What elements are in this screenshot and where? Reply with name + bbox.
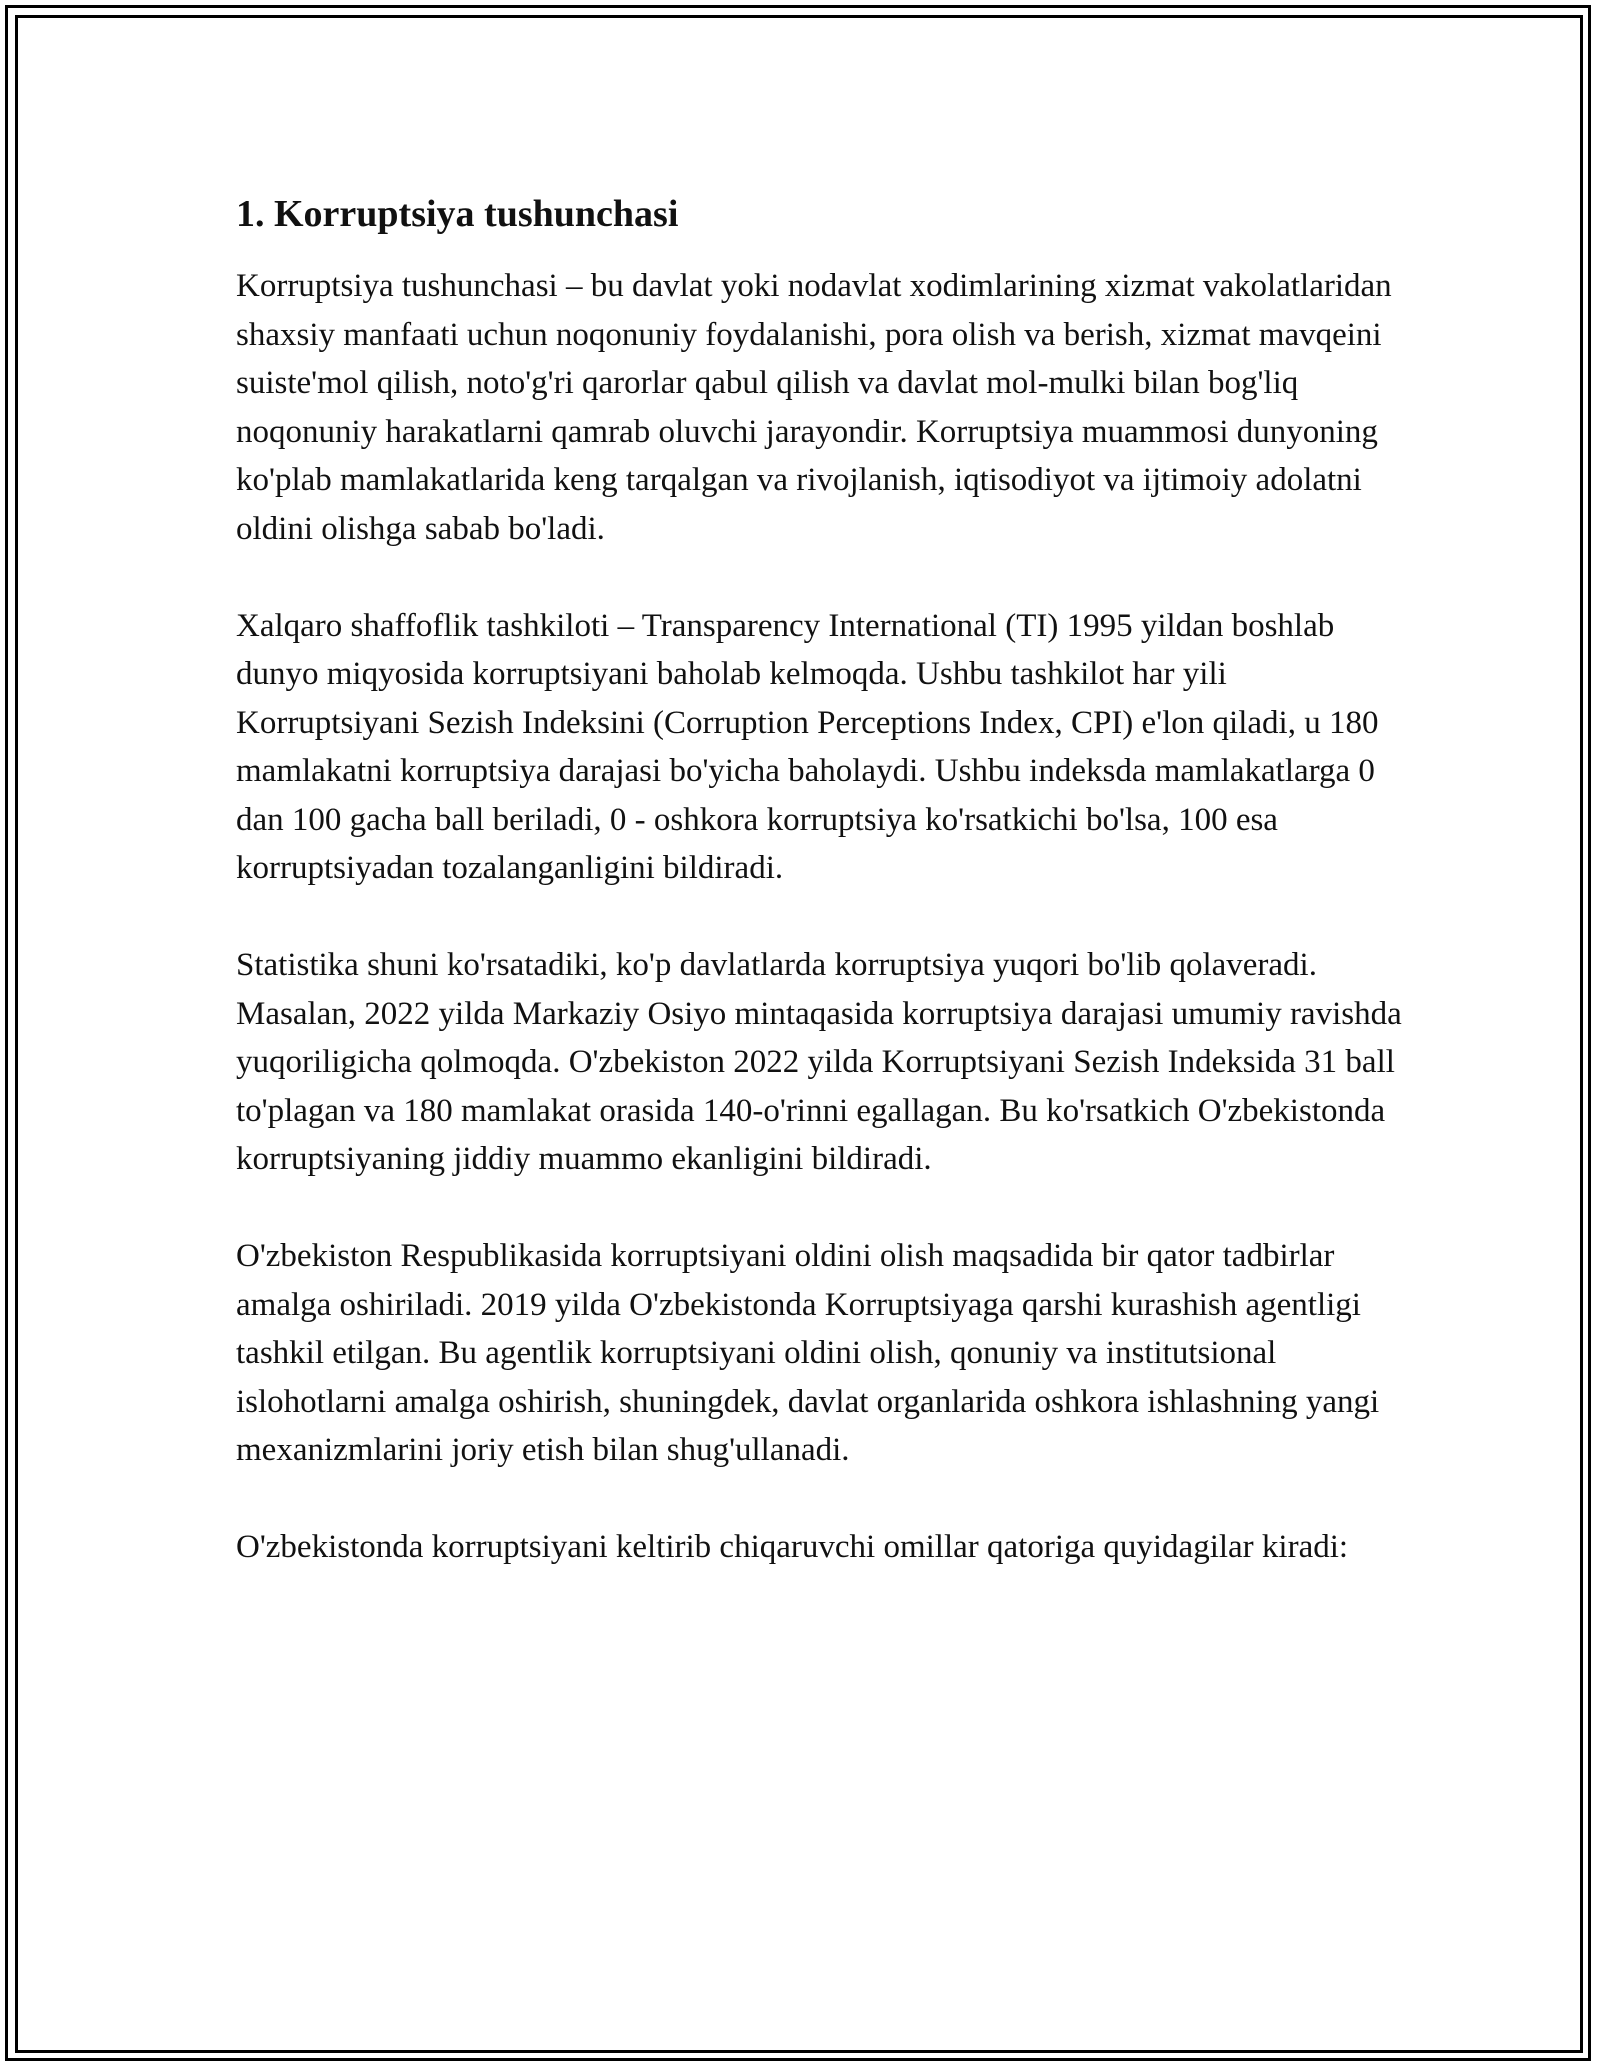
paragraph-uzbekistan-measures: O'zbekiston Respublikasida korruptsiyani oldini olish maqsadida bir qator tadbirlar amalga oshiriladi. 2019 yilda O'zbekistonda Korruptsiyaga qarshi kurashish agentligi tashkil etilgan. Bu agentlik korruptsiyani oldini olish, qonuniy va institutsional islohotlarni amalga oshirish, shuningdek, davlat organlarida oshkora ishlashning yangi mexanizmlarini joriy etish bilan shug'ullanadi. [236, 1238, 1380, 1468]
paragraph-factors-intro: O'zbekistonda korruptsiyani keltirib chiqaruvchi omillar qatoriga quyidagilar kiradi: [236, 1529, 1349, 1565]
paragraph-definition: Korruptsiya tushunchasi – bu davlat yoki nodavlat xodimlarining xizmat vakolatlaridan shaxsiy manfaati uchun noqonuniy foydalanishi, pora olish va berish, xizmat mavqeini suiste'mol qilish, noto'g'ri qarorlar qabul qilish va davlat mol-mulki bilan bog'liq noqonuniy harakatlarni qamrab oluvchi jarayondir. Korruptsiya muammosi dunyoning ko'plab mamlakatlarida keng tarqalgan va rivojlanish, iqtisodiyot va ijtimoiy adolatni oldini olishga sabab bo'ladi. [236, 268, 1392, 547]
paragraph-transparency-international: Xalqaro shaffoflik tashkiloti – Transparency International (TI) 1995 yildan boshlab dunyo miqyosida korruptsiyani baholab kelmoqda. Ushbu tashkilot har yili Korruptsiyani Sezish Indeksini (Corruption Perceptions Index, CPI) e'lon qiladi, u 180 mamlakatni korruptsiya darajasi bo'yicha baholaydi. Ushbu indeksda mamlakatlarga 0 dan 100 gacha ball beriladi, 0 - oshkora korruptsiya ko'rsatkichi bo'lsa, 100 esa korruptsiyadan tozalanganligini bildiradi. [236, 607, 1379, 886]
paragraph-statistics: Statistika shuni ko'rsatadiki, ko'p davlatlarda korruptsiya yuqori bo'lib qolaveradi. Masalan, 2022 yilda Markaziy Osiyo mintaqasida korruptsiya darajasi umumiy ravishda yuqoriligicha qolmoqda. O'zbekiston 2022 yilda Korruptsiyani Sezish Indeksida 31 ball to'plagan va 180 mamlakat orasida 140-o'rinni egallagan. Bu ko'rsatkich O'zbekistonda korruptsiyaning jiddiy muammo ekanligini bildiradi. [236, 947, 1402, 1177]
document-body [236, 186, 1406, 1620]
section-title: 1. Korruptsiya tushunchasi [236, 193, 679, 235]
